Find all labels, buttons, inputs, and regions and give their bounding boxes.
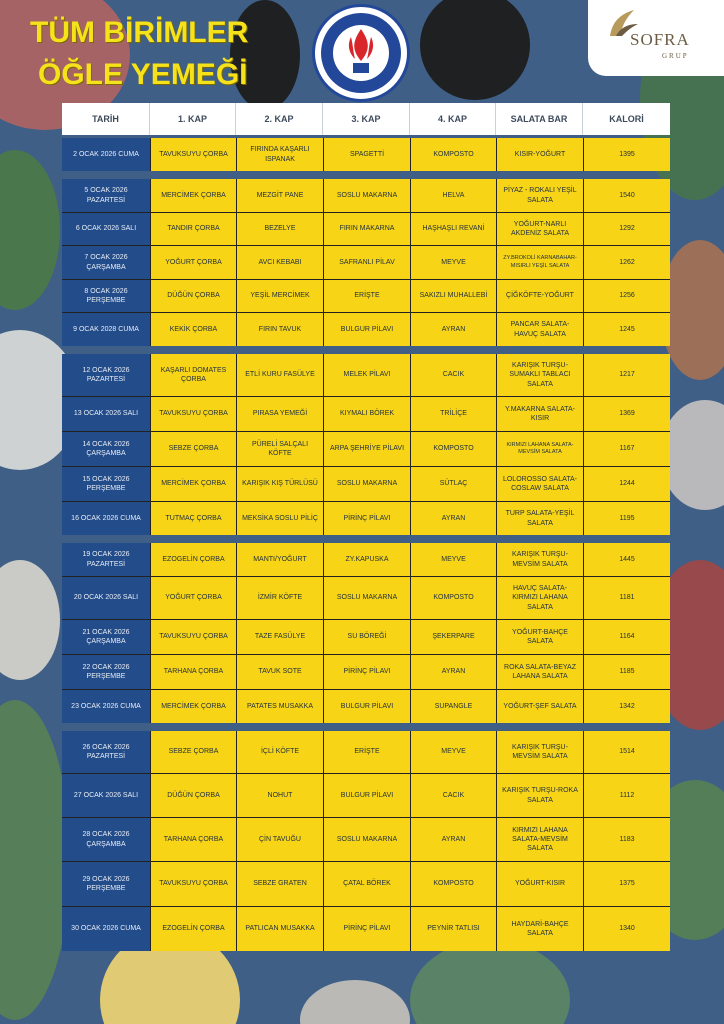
- dish-3-cell: ZY.KAPUSKA: [323, 543, 410, 576]
- table-row: [62, 354, 670, 397]
- dish-4-cell: CACIK: [410, 774, 496, 817]
- dish-1-cell: EZOGELİN ÇORBA: [150, 543, 236, 576]
- dish-2-cell: MEZGİT PANE: [236, 179, 323, 212]
- dish-4-cell: AYRAN: [410, 313, 496, 346]
- calorie-cell: 1369: [583, 397, 670, 431]
- calorie-cell: 1340: [583, 907, 670, 951]
- week-group: [62, 179, 670, 346]
- calorie-cell: 1245: [583, 313, 670, 346]
- dish-3-cell: SAFRANLI PİLAV: [323, 246, 410, 279]
- salad-cell: KARIŞIK TURŞU-MEVSİM SALATA: [496, 543, 583, 576]
- dish-1-cell: EZOGELİN ÇORBA: [150, 907, 236, 951]
- table-row: [62, 502, 670, 535]
- dish-1-cell: TAVUKSUYU ÇORBA: [150, 862, 236, 906]
- date-cell: 28 OCAK 2026 ÇARŞAMBA: [62, 818, 150, 861]
- calorie-cell: 1262: [583, 246, 670, 279]
- date-cell: 19 OCAK 2026 PAZARTESİ: [62, 543, 150, 576]
- salad-cell: PANCAR SALATA-HAVUÇ SALATA: [496, 313, 583, 346]
- dish-3-cell: MELEK PİLAVI: [323, 354, 410, 396]
- date-cell: 20 OCAK 2026 SALI: [62, 577, 150, 619]
- dish-1-cell: DÜĞÜN ÇORBA: [150, 774, 236, 817]
- table-row: [62, 620, 670, 655]
- dish-1-cell: KEKİK ÇORBA: [150, 313, 236, 346]
- calorie-cell: 1256: [583, 280, 670, 312]
- mushroom-illustration: [0, 560, 60, 680]
- date-cell: 16 OCAK 2026 CUMA: [62, 502, 150, 535]
- dish-3-cell: ARPA ŞEHRİYE PİLAVI: [323, 432, 410, 466]
- date-cell: 29 OCAK 2026 PERŞEMBE: [62, 862, 150, 906]
- date-cell: 5 OCAK 2026 PAZARTESİ: [62, 179, 150, 212]
- date-cell: 2 OCAK 2026 CUMA: [62, 138, 150, 171]
- dish-1-cell: TAVUKSUYU ÇORBA: [150, 620, 236, 654]
- dish-3-cell: BULGUR PİLAVI: [323, 690, 410, 723]
- school-emblem-logo: [312, 4, 410, 102]
- table-row: [62, 690, 670, 723]
- calorie-cell: 1292: [583, 213, 670, 245]
- dish-3-cell: KIYMALI BÖREK: [323, 397, 410, 431]
- table-row: [62, 774, 670, 818]
- calorie-cell: 1217: [583, 354, 670, 396]
- dish-2-cell: PATATES MUSAKKA: [236, 690, 323, 723]
- dish-3-cell: PİRİNÇ PİLAVI: [323, 502, 410, 535]
- dish-2-cell: MEKSİKA SOSLU PİLİÇ: [236, 502, 323, 535]
- salad-cell: HAVUÇ SALATA-KIRMIZI LAHANA SALATA: [496, 577, 583, 619]
- week-group: [62, 731, 670, 951]
- salad-cell: YOĞURT-KISIR: [496, 862, 583, 906]
- dish-1-cell: TARHANA ÇORBA: [150, 655, 236, 689]
- dish-1-cell: DÜĞÜN ÇORBA: [150, 280, 236, 312]
- dish-3-cell: FIRIN MAKARNA: [323, 213, 410, 245]
- table-row: [62, 467, 670, 502]
- week-group: [62, 354, 670, 535]
- header-dish-3: 3. KAP: [323, 103, 410, 135]
- salad-cell: YOĞURT-NARLI AKDENİZ SALATA: [496, 213, 583, 245]
- salad-cell: ZY.BROKOLİ KARNABAHAR-MISIRLI YEŞİL SALATA: [496, 246, 583, 279]
- sofra-grup-logo: [588, 0, 724, 76]
- header-dish-4: 4. KAP: [410, 103, 496, 135]
- dish-4-cell: CACIK: [410, 354, 496, 396]
- dish-4-cell: AYRAN: [410, 655, 496, 689]
- table-row: [62, 179, 670, 213]
- dish-2-cell: ÇİN TAVUĞU: [236, 818, 323, 861]
- date-cell: 7 OCAK 2026 ÇARŞAMBA: [62, 246, 150, 279]
- dish-4-cell: KOMPOSTO: [410, 862, 496, 906]
- dish-1-cell: TAVUKSUYU ÇORBA: [150, 397, 236, 431]
- dish-3-cell: SU BÖREĞİ: [323, 620, 410, 654]
- calorie-cell: 1540: [583, 179, 670, 212]
- dish-4-cell: HAŞHAŞLI REVANİ: [410, 213, 496, 245]
- dish-1-cell: YOĞURT ÇORBA: [150, 246, 236, 279]
- dish-4-cell: KOMPOSTO: [410, 577, 496, 619]
- dish-1-cell: TANDIR ÇORBA: [150, 213, 236, 245]
- dish-2-cell: MANTI/YOĞURT: [236, 543, 323, 576]
- dish-2-cell: YEŞİL MERCİMEK: [236, 280, 323, 312]
- table-row: [62, 907, 670, 951]
- dish-4-cell: SAKIZLI MUHALLEBİ: [410, 280, 496, 312]
- table-row: [62, 818, 670, 862]
- dish-2-cell: FIRIN TAVUK: [236, 313, 323, 346]
- dish-2-cell: İZMİR KÖFTE: [236, 577, 323, 619]
- dish-3-cell: SOSLU MAKARNA: [323, 467, 410, 501]
- dish-3-cell: PİRİNÇ PİLAVI: [323, 655, 410, 689]
- dish-4-cell: KOMPOSTO: [410, 432, 496, 466]
- date-cell: 26 OCAK 2026 PAZARTESİ: [62, 731, 150, 773]
- salad-cell: LOLOROSSO SALATA-COSLAW SALATA: [496, 467, 583, 501]
- salad-cell: KIRMIZI LAHANA SALATA-MEVSİM SALATA: [496, 432, 583, 466]
- dish-2-cell: BEZELYE: [236, 213, 323, 245]
- table-row: [62, 655, 670, 690]
- dish-2-cell: ETLİ KURU FASÜLYE: [236, 354, 323, 396]
- date-cell: 22 OCAK 2026 PERŞEMBE: [62, 655, 150, 689]
- dish-4-cell: KOMPOSTO: [410, 138, 496, 171]
- table-row: [62, 543, 670, 577]
- dish-3-cell: BULGUR PİLAVI: [323, 313, 410, 346]
- dish-1-cell: MERCİMEK ÇORBA: [150, 690, 236, 723]
- salad-cell: PİYAZ - ROKALI YEŞİL SALATA: [496, 179, 583, 212]
- header-dish-2: 2. KAP: [236, 103, 323, 135]
- dish-2-cell: SEBZE GRATEN: [236, 862, 323, 906]
- dish-3-cell: ÇATAL BÖREK: [323, 862, 410, 906]
- salad-cell: HAYDARİ-BAHÇE SALATA: [496, 907, 583, 951]
- calorie-cell: 1112: [583, 774, 670, 817]
- date-cell: 23 OCAK 2026 CUMA: [62, 690, 150, 723]
- dish-2-cell: TAZE FASÜLYE: [236, 620, 323, 654]
- dish-4-cell: SÜTLAÇ: [410, 467, 496, 501]
- dish-4-cell: TRİLİÇE: [410, 397, 496, 431]
- dish-1-cell: MERCİMEK ÇORBA: [150, 179, 236, 212]
- dish-1-cell: TARHANA ÇORBA: [150, 818, 236, 861]
- dish-3-cell: SPAGETTİ: [323, 138, 410, 171]
- header-calories: KALORİ: [609, 114, 644, 124]
- brand-sub: GRUP: [662, 52, 689, 60]
- calorie-cell: 1181: [583, 577, 670, 619]
- page-title: [30, 12, 248, 96]
- lunch-menu-table: [62, 103, 670, 951]
- title-line-1: TÜM BİRİMLER: [30, 16, 249, 49]
- dish-4-cell: PEYNİR TATLISI: [410, 907, 496, 951]
- table-row: [62, 731, 670, 774]
- table-row: [62, 577, 670, 620]
- dish-1-cell: KAŞARLI DOMATES ÇORBA: [150, 354, 236, 396]
- dish-4-cell: SUPANGLE: [410, 690, 496, 723]
- calorie-cell: 1375: [583, 862, 670, 906]
- dish-2-cell: İÇLİ KÖFTE: [236, 731, 323, 773]
- dish-2-cell: PÜRELİ SALÇALI KÖFTE: [236, 432, 323, 466]
- table-row: [62, 213, 670, 246]
- date-cell: 9 OCAK 2028 CUMA: [62, 313, 150, 346]
- header-salad-bar: SALATA BAR: [496, 103, 583, 135]
- salad-cell: YOĞURT-BAHÇE SALATA: [496, 620, 583, 654]
- calorie-cell: 1342: [583, 690, 670, 723]
- calorie-cell: 1514: [583, 731, 670, 773]
- dish-2-cell: PIRASA YEMEĞİ: [236, 397, 323, 431]
- dish-4-cell: HELVA: [410, 179, 496, 212]
- dish-4-cell: AYRAN: [410, 502, 496, 535]
- salad-cell: KARIŞIK TURŞU-SUMAKLI TABLACI SALATA: [496, 354, 583, 396]
- cabbage-illustration: [0, 700, 70, 1020]
- table-row: [62, 138, 670, 171]
- leaf-illustration: [0, 150, 60, 310]
- date-cell: 27 OCAK 2026 SALI: [62, 774, 150, 817]
- spoon-illustration: [420, 0, 530, 100]
- mushroom-illustration: [300, 980, 410, 1024]
- header-date: TARİH: [62, 103, 150, 135]
- greens-illustration: [410, 940, 570, 1024]
- date-cell: 14 OCAK 2026 ÇARŞAMBA: [62, 432, 150, 466]
- dish-1-cell: TAVUKSUYU ÇORBA: [150, 138, 236, 171]
- date-cell: 8 OCAK 2026 PERŞEMBE: [62, 280, 150, 312]
- table-row: [62, 313, 670, 346]
- dish-2-cell: AVCI KEBABI: [236, 246, 323, 279]
- dish-3-cell: ERİŞTE: [323, 731, 410, 773]
- calorie-cell: 1167: [583, 432, 670, 466]
- brand-name: SOFRA: [630, 30, 690, 49]
- calorie-cell: 1445: [583, 543, 670, 576]
- dish-4-cell: MEYVE: [410, 731, 496, 773]
- dish-3-cell: ERİŞTE: [323, 280, 410, 312]
- dish-3-cell: BULGUR PİLAVI: [323, 774, 410, 817]
- dish-3-cell: SOSLU MAKARNA: [323, 577, 410, 619]
- dish-4-cell: MEYVE: [410, 246, 496, 279]
- salad-cell: ÇİĞKÖFTE-YOĞURT: [496, 280, 583, 312]
- table-row: [62, 862, 670, 907]
- calorie-cell: 1195: [583, 502, 670, 535]
- date-cell: 30 OCAK 2026 CUMA: [62, 907, 150, 951]
- dish-2-cell: FIRINDA KAŞARLI ISPANAK: [236, 138, 323, 171]
- date-cell: 12 OCAK 2026 PAZARTESİ: [62, 354, 150, 396]
- table-row: [62, 432, 670, 467]
- calorie-cell: 1164: [583, 620, 670, 654]
- dish-4-cell: ŞEKERPARE: [410, 620, 496, 654]
- dish-1-cell: MERCİMEK ÇORBA: [150, 467, 236, 501]
- dish-2-cell: NOHUT: [236, 774, 323, 817]
- calorie-cell: 1395: [583, 138, 670, 171]
- dish-3-cell: PİRİNÇ PİLAVI: [323, 907, 410, 951]
- dish-4-cell: MEYVE: [410, 543, 496, 576]
- date-cell: 21 OCAK 2026 ÇARŞAMBA: [62, 620, 150, 654]
- header-dish-1: 1. KAP: [150, 103, 236, 135]
- salad-cell: TURP SALATA-YEŞİL SALATA: [496, 502, 583, 535]
- dish-2-cell: TAVUK SOTE: [236, 655, 323, 689]
- dish-1-cell: TUTMAÇ ÇORBA: [150, 502, 236, 535]
- week-group: [62, 543, 670, 723]
- dish-2-cell: PATLICAN MUSAKKA: [236, 907, 323, 951]
- dish-4-cell: AYRAN: [410, 818, 496, 861]
- salad-cell: KARIŞIK TURŞU-ROKA SALATA: [496, 774, 583, 817]
- salad-cell: YOĞURT-ŞEF SALATA: [496, 690, 583, 723]
- dish-1-cell: SEBZE ÇORBA: [150, 432, 236, 466]
- calorie-cell: 1185: [583, 655, 670, 689]
- date-cell: 13 OCAK 2026 SALI: [62, 397, 150, 431]
- table-row: [62, 397, 670, 432]
- week-group: [62, 138, 670, 171]
- salad-cell: ROKA SALATA-BEYAZ LAHANA SALATA: [496, 655, 583, 689]
- date-cell: 15 OCAK 2026 PERŞEMBE: [62, 467, 150, 501]
- salad-cell: KARIŞIK TURŞU-MEVSİM SALATA: [496, 731, 583, 773]
- emblem-icon: [315, 7, 407, 99]
- salad-cell: KISIR-YOĞURT: [496, 138, 583, 171]
- calorie-cell: 1244: [583, 467, 670, 501]
- date-cell: 6 OCAK 2026 SALI: [62, 213, 150, 245]
- title-line-2: ÖĞLE YEMEĞİ: [38, 58, 248, 91]
- table-row: [62, 246, 670, 280]
- dish-1-cell: SEBZE ÇORBA: [150, 731, 236, 773]
- dish-3-cell: SOSLU MAKARNA: [323, 179, 410, 212]
- dish-3-cell: SOSLU MAKARNA: [323, 818, 410, 861]
- table-row: [62, 280, 670, 313]
- calorie-cell: 1183: [583, 818, 670, 861]
- salad-cell: KIRMIZI LAHANA SALATA-MEVSİM SALATA: [496, 818, 583, 861]
- salad-cell: Y.MAKARNA SALATA-KISIR: [496, 397, 583, 431]
- table-header: [62, 103, 670, 135]
- dish-1-cell: YOĞURT ÇORBA: [150, 577, 236, 619]
- dish-2-cell: KARIŞIK KIŞ TÜRLÜSÜ: [236, 467, 323, 501]
